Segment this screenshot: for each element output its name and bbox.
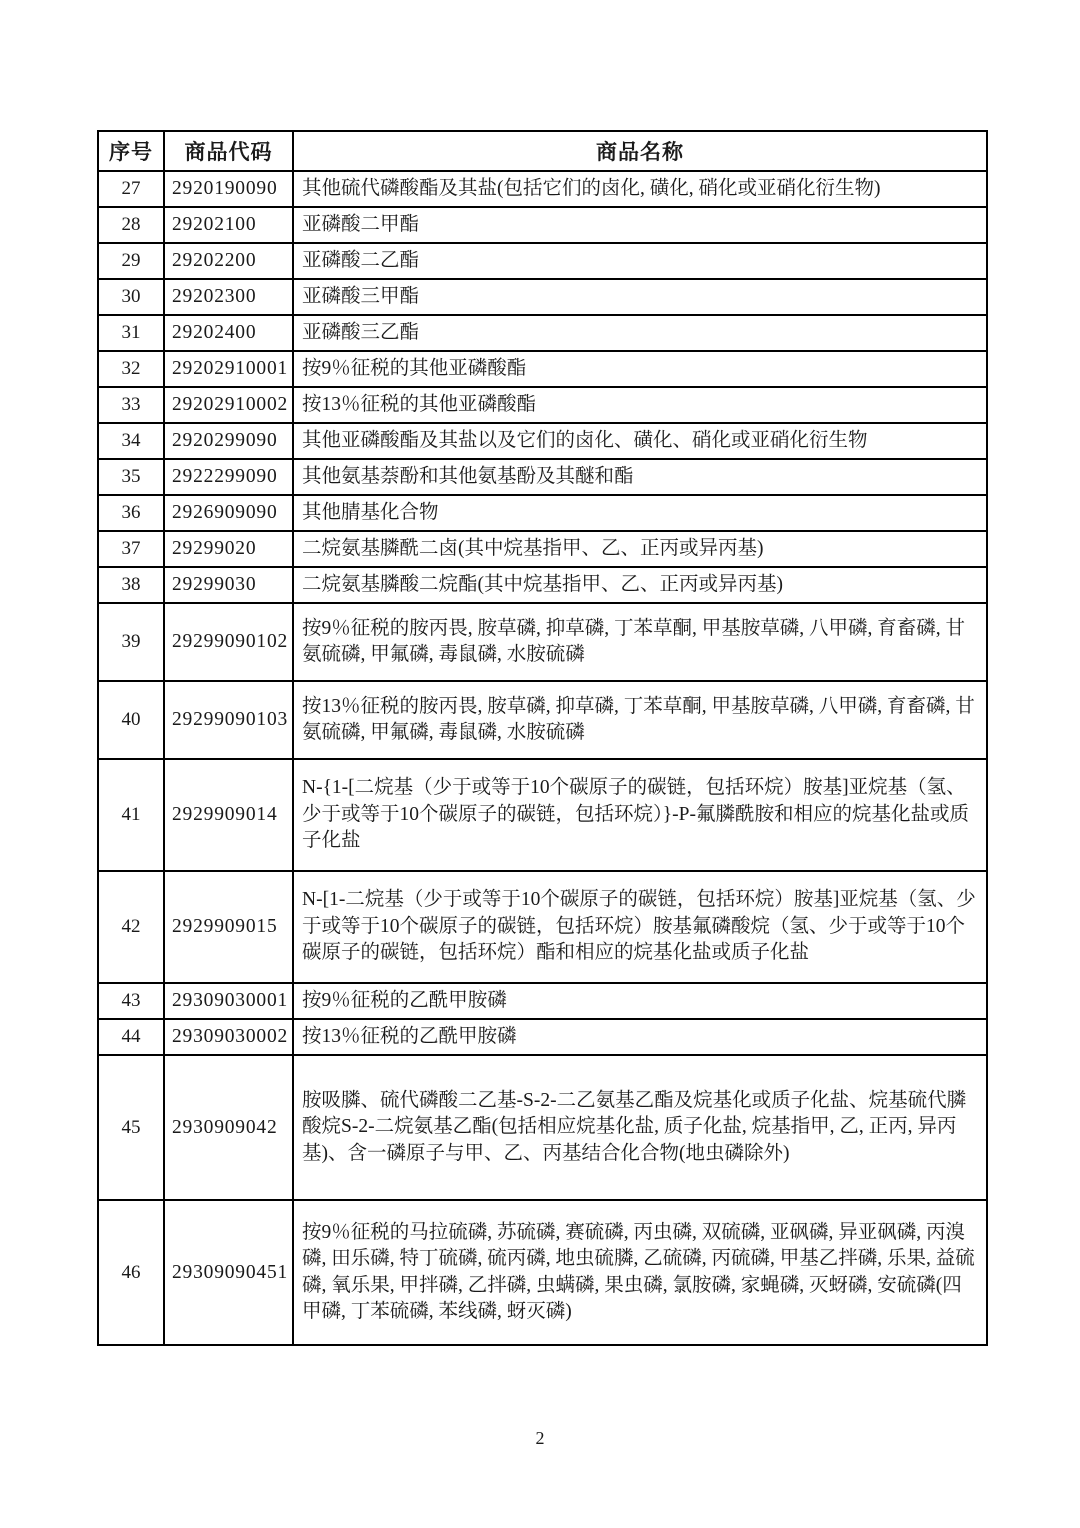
table-row [98, 171, 987, 207]
cell-serial-no: 46 [98, 1200, 164, 1345]
table-row [98, 871, 987, 983]
cell-product-code: 29299090103 [164, 681, 293, 759]
cell-product-name: 按9％征税的其他亚磷酸酯 [293, 351, 987, 387]
cell-serial-no: 43 [98, 983, 164, 1019]
cell-product-name: 亚磷酸三甲酯 [293, 279, 987, 315]
cell-product-name: 按13％征税的乙酰甲胺磷 [293, 1019, 987, 1055]
cell-product-name: 二烷氨基膦酰二卤(其中烷基指甲、乙、正丙或异丙基) [293, 531, 987, 567]
table-row [98, 603, 987, 681]
cell-serial-no: 35 [98, 459, 164, 495]
cell-product-name: 亚磷酸三乙酯 [293, 315, 987, 351]
cell-product-code: 29309090451 [164, 1200, 293, 1345]
cell-product-code: 2926909090 [164, 495, 293, 531]
cell-product-name: 其他氨基萘酚和其他氨基酚及其醚和酯 [293, 459, 987, 495]
cell-product-name: 按9％征税的马拉硫磷, 苏硫磷, 赛硫磷, 丙虫磷, 双硫磷, 亚砜磷, 异亚砜磷, 丙溴磷, 田乐磷, 特丁硫磷, 硫丙磷, 地虫硫膦, 乙硫磷, 丙硫磷, 甲基乙拌磷, 乐果, 益硫磷, 氧乐果, 甲拌磷, 乙拌磷, 虫螨磷, 果虫磷, 氯胺磷, 家蝇磷, 灭蚜磷, 安硫磷(四甲磷, 丁苯硫磷, 苯线磷, 蚜灭磷) [293, 1200, 987, 1345]
page-number: 2 [535, 1428, 545, 1448]
cell-product-name: 亚磷酸二乙酯 [293, 243, 987, 279]
cell-product-name: 二烷氨基膦酸二烷酯(其中烷基指甲、乙、正丙或异丙基) [293, 567, 987, 603]
cell-product-name: 按9％征税的乙酰甲胺磷 [293, 983, 987, 1019]
cell-product-name: 胺吸膦、硫代磷酸二乙基-S-2-二乙氨基乙酯及烷基化或质子化盐、烷基硫代膦酸烷S-2-二烷氨基乙酯(包括相应烷基化盐, 质子化盐, 烷基指甲, 乙, 正丙, 异丙基)、含一磷原子与甲、乙、丙基结合化合物(地虫磷除外) [293, 1055, 987, 1200]
table-row [98, 1055, 987, 1200]
cell-product-name: 按13％征税的胺丙畏, 胺草磷, 抑草磷, 丁苯草酮, 甲基胺草磷, 八甲磷, 育畜磷, 甘氨硫磷, 甲氟磷, 毒鼠磷, 水胺硫磷 [293, 681, 987, 759]
cell-product-code: 29309030001 [164, 983, 293, 1019]
cell-product-code: 2929909014 [164, 759, 293, 871]
table-row [98, 387, 987, 423]
cell-serial-no: 30 [98, 279, 164, 315]
cell-product-name: 按9％征税的胺丙畏, 胺草磷, 抑草磷, 丁苯草酮, 甲基胺草磷, 八甲磷, 育畜磷, 甘氨硫磷, 甲氟磷, 毒鼠磷, 水胺硫磷 [293, 603, 987, 681]
cell-serial-no: 37 [98, 531, 164, 567]
table-row [98, 243, 987, 279]
column-header-serial-no: 序号 [98, 131, 164, 171]
table-row [98, 207, 987, 243]
cell-product-code: 2920190090 [164, 171, 293, 207]
column-header-product-name: 商品名称 [293, 131, 987, 171]
table-row [98, 351, 987, 387]
cell-product-code: 29202400 [164, 315, 293, 351]
table-row [98, 681, 987, 759]
table-row [98, 423, 987, 459]
cell-product-code: 29309030002 [164, 1019, 293, 1055]
cell-product-code: 2929909015 [164, 871, 293, 983]
table-row [98, 983, 987, 1019]
table-row [98, 315, 987, 351]
cell-serial-no: 39 [98, 603, 164, 681]
cell-product-code: 29299090102 [164, 603, 293, 681]
cell-serial-no: 45 [98, 1055, 164, 1200]
table-row [98, 495, 987, 531]
table-row [98, 567, 987, 603]
table-row [98, 531, 987, 567]
cell-serial-no: 33 [98, 387, 164, 423]
cell-serial-no: 27 [98, 171, 164, 207]
cell-product-name: 按13％征税的其他亚磷酸酯 [293, 387, 987, 423]
goods-table [97, 130, 988, 1346]
cell-product-code: 29299020 [164, 531, 293, 567]
table-row [98, 1019, 987, 1055]
cell-serial-no: 40 [98, 681, 164, 759]
table-header-row [98, 131, 987, 171]
cell-product-code: 29299030 [164, 567, 293, 603]
cell-serial-no: 34 [98, 423, 164, 459]
cell-serial-no: 38 [98, 567, 164, 603]
cell-product-name: 其他亚磷酸酯及其盐以及它们的卤化、磺化、硝化或亚硝化衍生物 [293, 423, 987, 459]
cell-serial-no: 32 [98, 351, 164, 387]
cell-serial-no: 31 [98, 315, 164, 351]
cell-product-name: 其他硫代磷酸酯及其盐(包括它们的卤化, 磺化, 硝化或亚硝化衍生物) [293, 171, 987, 207]
cell-product-code: 29202910001 [164, 351, 293, 387]
cell-product-code: 29202100 [164, 207, 293, 243]
cell-product-name: 其他腈基化合物 [293, 495, 987, 531]
cell-serial-no: 28 [98, 207, 164, 243]
cell-product-code: 2930909042 [164, 1055, 293, 1200]
cell-serial-no: 44 [98, 1019, 164, 1055]
cell-product-code: 2922299090 [164, 459, 293, 495]
cell-product-code: 2920299090 [164, 423, 293, 459]
cell-product-code: 29202910002 [164, 387, 293, 423]
column-header-product-code: 商品代码 [164, 131, 293, 171]
cell-product-code: 29202300 [164, 279, 293, 315]
cell-serial-no: 36 [98, 495, 164, 531]
cell-serial-no: 41 [98, 759, 164, 871]
cell-serial-no: 29 [98, 243, 164, 279]
cell-serial-no: 42 [98, 871, 164, 983]
table-row [98, 459, 987, 495]
cell-product-name: N-{1-[二烷基（少于或等于10个碳原子的碳链，包括环烷）胺基]亚烷基（氢、少于或等于10个碳原子的碳链，包括环烷）}-P-氟膦酰胺和相应的烷基化盐或质子化盐 [293, 759, 987, 871]
table-row [98, 279, 987, 315]
cell-product-code: 29202200 [164, 243, 293, 279]
table-row [98, 759, 987, 871]
cell-product-name: N-[1-二烷基（少于或等于10个碳原子的碳链，包括环烷）胺基]亚烷基（氢、少于或等于10个碳原子的碳链，包括环烷）胺基氟磷酸烷（氢、少于或等于10个碳原子的碳链，包括环烷）酯和相应的烷基化盐或质子化盐 [293, 871, 987, 983]
table-row [98, 1200, 987, 1345]
cell-product-name: 亚磷酸二甲酯 [293, 207, 987, 243]
